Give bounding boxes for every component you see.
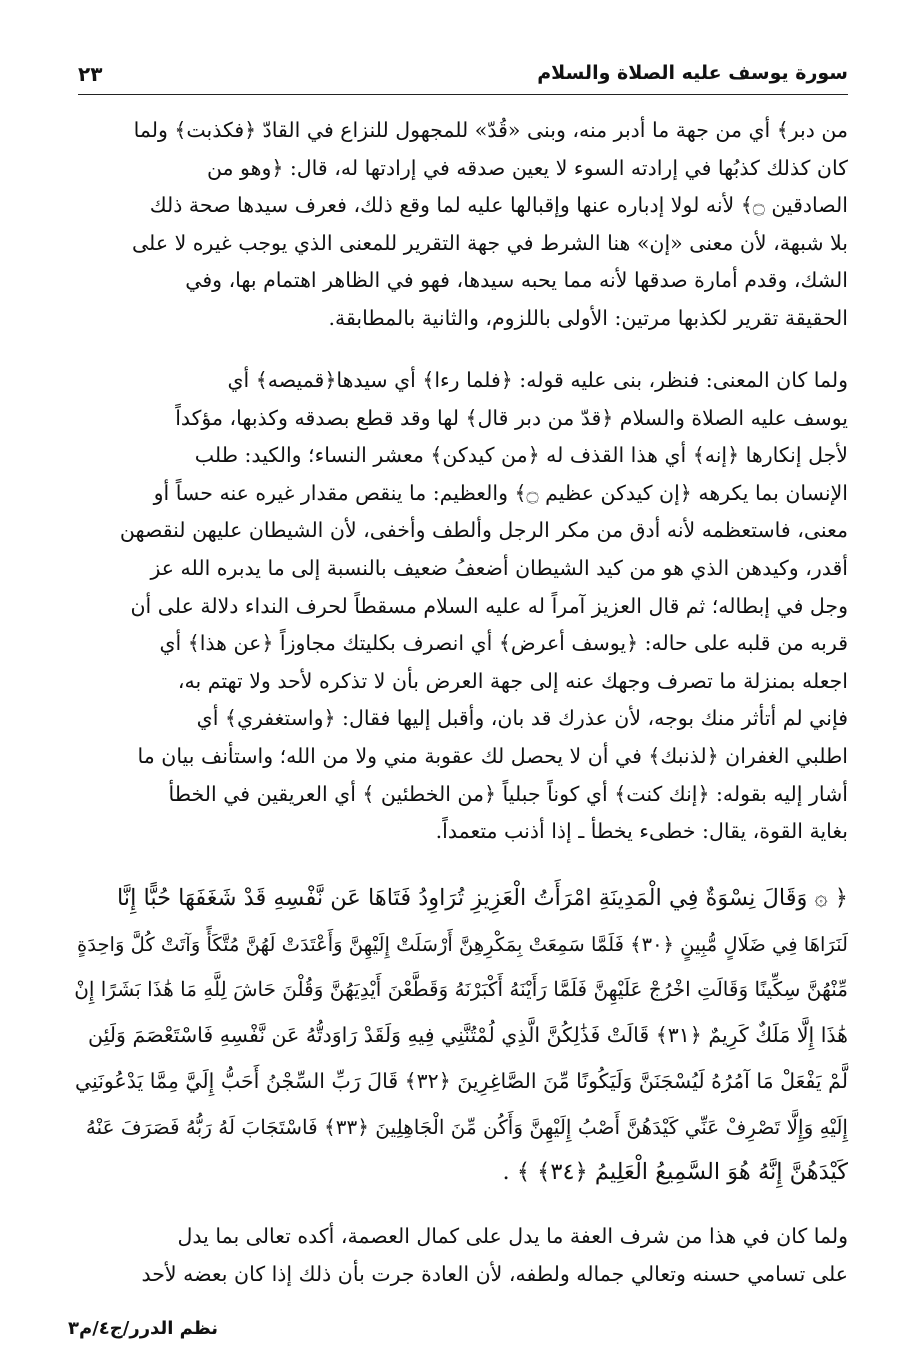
verse-line: ﴿ ۞ وَقَالَ نِسْوَةٌ فِي الْمَدِينَةِ امْرَأَتُ الْعَزِيزِ تُرَاوِدُ فَتَاهَا عَن نَّفْسِهِ قَدْ شَغَفَهَا حُبًّا إِنَّا (116, 885, 848, 911)
text-line: ولما كان المعنى: فنظر، بنى عليه قوله: ﴿فلما رءا﴾ أي سيدها﴿قميصه﴾ أي (227, 368, 848, 392)
text-line: اجعله بمنزلة ما تصرف وجهك عنه إلى جهة العرض بأن لا تذكره لأحد ولا تهتم به، (177, 668, 848, 693)
surah-title: سورة يوسف عليه الصلاة والسلام (537, 62, 848, 84)
text-line: قربه من قلبه على حاله: ﴿يوسف أعرض﴾ أي انصرف بكليتك مجاوزاً ﴿عن هذا﴾ أي (159, 631, 848, 656)
text-line: على تسامي حسنه وتعالي جماله ولطفه، لأن العادة جرت بأن ذلك إذا كان بعضه لأحد (141, 1261, 848, 1286)
verse-line: لَنَرَاهَا فِي ضَلَالٍ مُّبِينٍ ﴿٣٠﴾ فَلَمَّا سَمِعَتْ بِمَكْرِهِنَّ أَرْسَلَتْ إِلَيْهِنَّ وَأَعْتَدَتْ لَهُنَّ مُتَّكَأً وَآتَتْ كُلَّ وَاحِدَةٍ (77, 932, 848, 956)
text-line: بلا شبهة، لأن معنى «إن» هنا الشرط في جهة التقرير للمعنى الذي يوجب غيره لا على (131, 230, 848, 255)
verse-line: إِلَيْهِ وَإِلَّا تَصْرِفْ عَنِّي كَيْدَهُنَّ أَصْبُ إِلَيْهِنَّ وَأَكُن مِّنَ الْجَاهِلِينَ ﴿٣٣﴾ فَاسْتَجَابَ لَهُ رَبُّهُ فَصَرَفَ عَنْهُ (85, 1114, 848, 1139)
paragraph-3 (78, 1218, 848, 1293)
page-number: ٢٣ (78, 62, 103, 86)
text-line: بغاية القوة، يقال: خطىء يخطأ ـ إذا أذنب متعمداً. (435, 819, 848, 844)
text-line: وجل في إبطاله؛ ثم قال العزيز آمراً له عليه السلام مسقطاً لحرف النداء دلالة على أن (130, 593, 848, 618)
text-line: أشار إليه بقوله: ﴿إنك كنت﴾ أي كوناً جبلياً ﴿من الخطئين ﴾ أي العريقين في الخطأ (168, 781, 848, 806)
verse-line: لَّمْ يَفْعَلْ مَا آمُرُهُ لَيُسْجَنَنَّ وَلَيَكُونًا مِّنَ الصَّاغِرِينَ ﴿٣٢﴾ قَالَ رَبِّ السِّجْنُ أَحَبُّ إِلَيَّ مِمَّا يَدْعُونَنِي (74, 1068, 848, 1093)
quran-verses-block (72, 876, 848, 1196)
text-line: اطلبي الغفران ﴿لذنبك﴾ في أن لا يحصل لك عقوبة مني ولا من الله؛ واستأنف بيان ما (137, 743, 848, 768)
text-line: يوسف عليه الصلاة والسلام ﴿قدّ من دبر قال﴾ لها وقد قطع بصدقه وكذبها، مؤكداً (175, 405, 848, 430)
text-line: الشك، وقدم أمارة صدقها لأنه مما يحبه سيدها، فهو في الظاهر اهتمام بها، وفي (185, 268, 848, 293)
text-line: الإنسان بما يكرهه ﴿إن كيدكن عظيم ۝﴾ والعظيم: ما ينقص مقدار غيره عنه حساً أو (153, 480, 848, 505)
text-line: فإني لم أتأثر منك بوجه، لأن عذرك قد بان، وأقبل إليها فقال: ﴿واستغفري﴾ أي (196, 706, 848, 731)
text-line: ولما كان في هذا من شرف العفة ما يدل على كمال العصمة، أكده تعالى بما يدل (177, 1224, 848, 1248)
text-line: الحقيقة تقرير لكذبها مرتين: الأولى باللزوم، والثانية بالمطابقة. (328, 305, 848, 330)
text-line: من دبر﴾ أي من جهة ما أدبر منه، وبنى «قُدّ» للمجهول للنزاع في القادّ ﴿فكذبت﴾ ولما (133, 118, 848, 142)
verse-line: كَيْدَهُنَّ إِنَّهُ هُوَ السَّمِيعُ الْعَلِيمُ ﴿٣٤﴾ ﴾ . (502, 1159, 848, 1186)
footer-signature: نظم الدرر/ج٤/م٣ (68, 1318, 219, 1339)
verse-line: هَٰذَا إِلَّا مَلَكٌ كَرِيمٌ ﴿٣١﴾ قَالَتْ فَذَٰلِكُنَّ الَّذِي لُمْتُنَّنِي فِيهِ وَلَقَدْ رَاوَدتُّهُ عَن نَّفْسِهِ فَاسْتَعْصَمَ وَلَئِن (88, 1023, 848, 1048)
text-line: كان كذلك كذبُها في إرادته السوء لا يعين صدقه في إرادتها له، قال: ﴿وهو من (206, 155, 848, 180)
paragraph-2 (78, 362, 848, 851)
text-line: لأجل إنكارها ﴿إنه﴾ أي هذا القذف له ﴿من كيدكن﴾ معشر النساء؛ والكيد: طلب (194, 443, 848, 468)
text-line: معنى، فاستعظمه لأنه أدق من مكر الرجل وألطف وأخفى، لأن الشيطان عليهن لنقصهن (119, 518, 848, 543)
text-line: أقدر، وكيدهن الذي هو من كيد الشيطان أضعفُ ضعيف بالنسبة إلى ما يدبره الله عز (150, 555, 848, 580)
paragraph-1 (78, 112, 848, 338)
text-line: الصادقين ۝﴾ لأنه لولا إدباره عنها وإقبالها عليه لما وقع ذلك، فعرف سيدها صحة ذلك (149, 193, 848, 218)
page-header (78, 60, 848, 95)
verse-line: مِّنْهُنَّ سِكِّينًا وَقَالَتِ اخْرُجْ عَلَيْهِنَّ فَلَمَّا رَأَيْنَهُ أَكْبَرْنَهُ وَقَطَّعْنَ أَيْدِيَهُنَّ وَقُلْنَ حَاشَ لِلَّهِ مَا هَٰذَا بَشَرًا إِنْ (74, 977, 848, 1002)
